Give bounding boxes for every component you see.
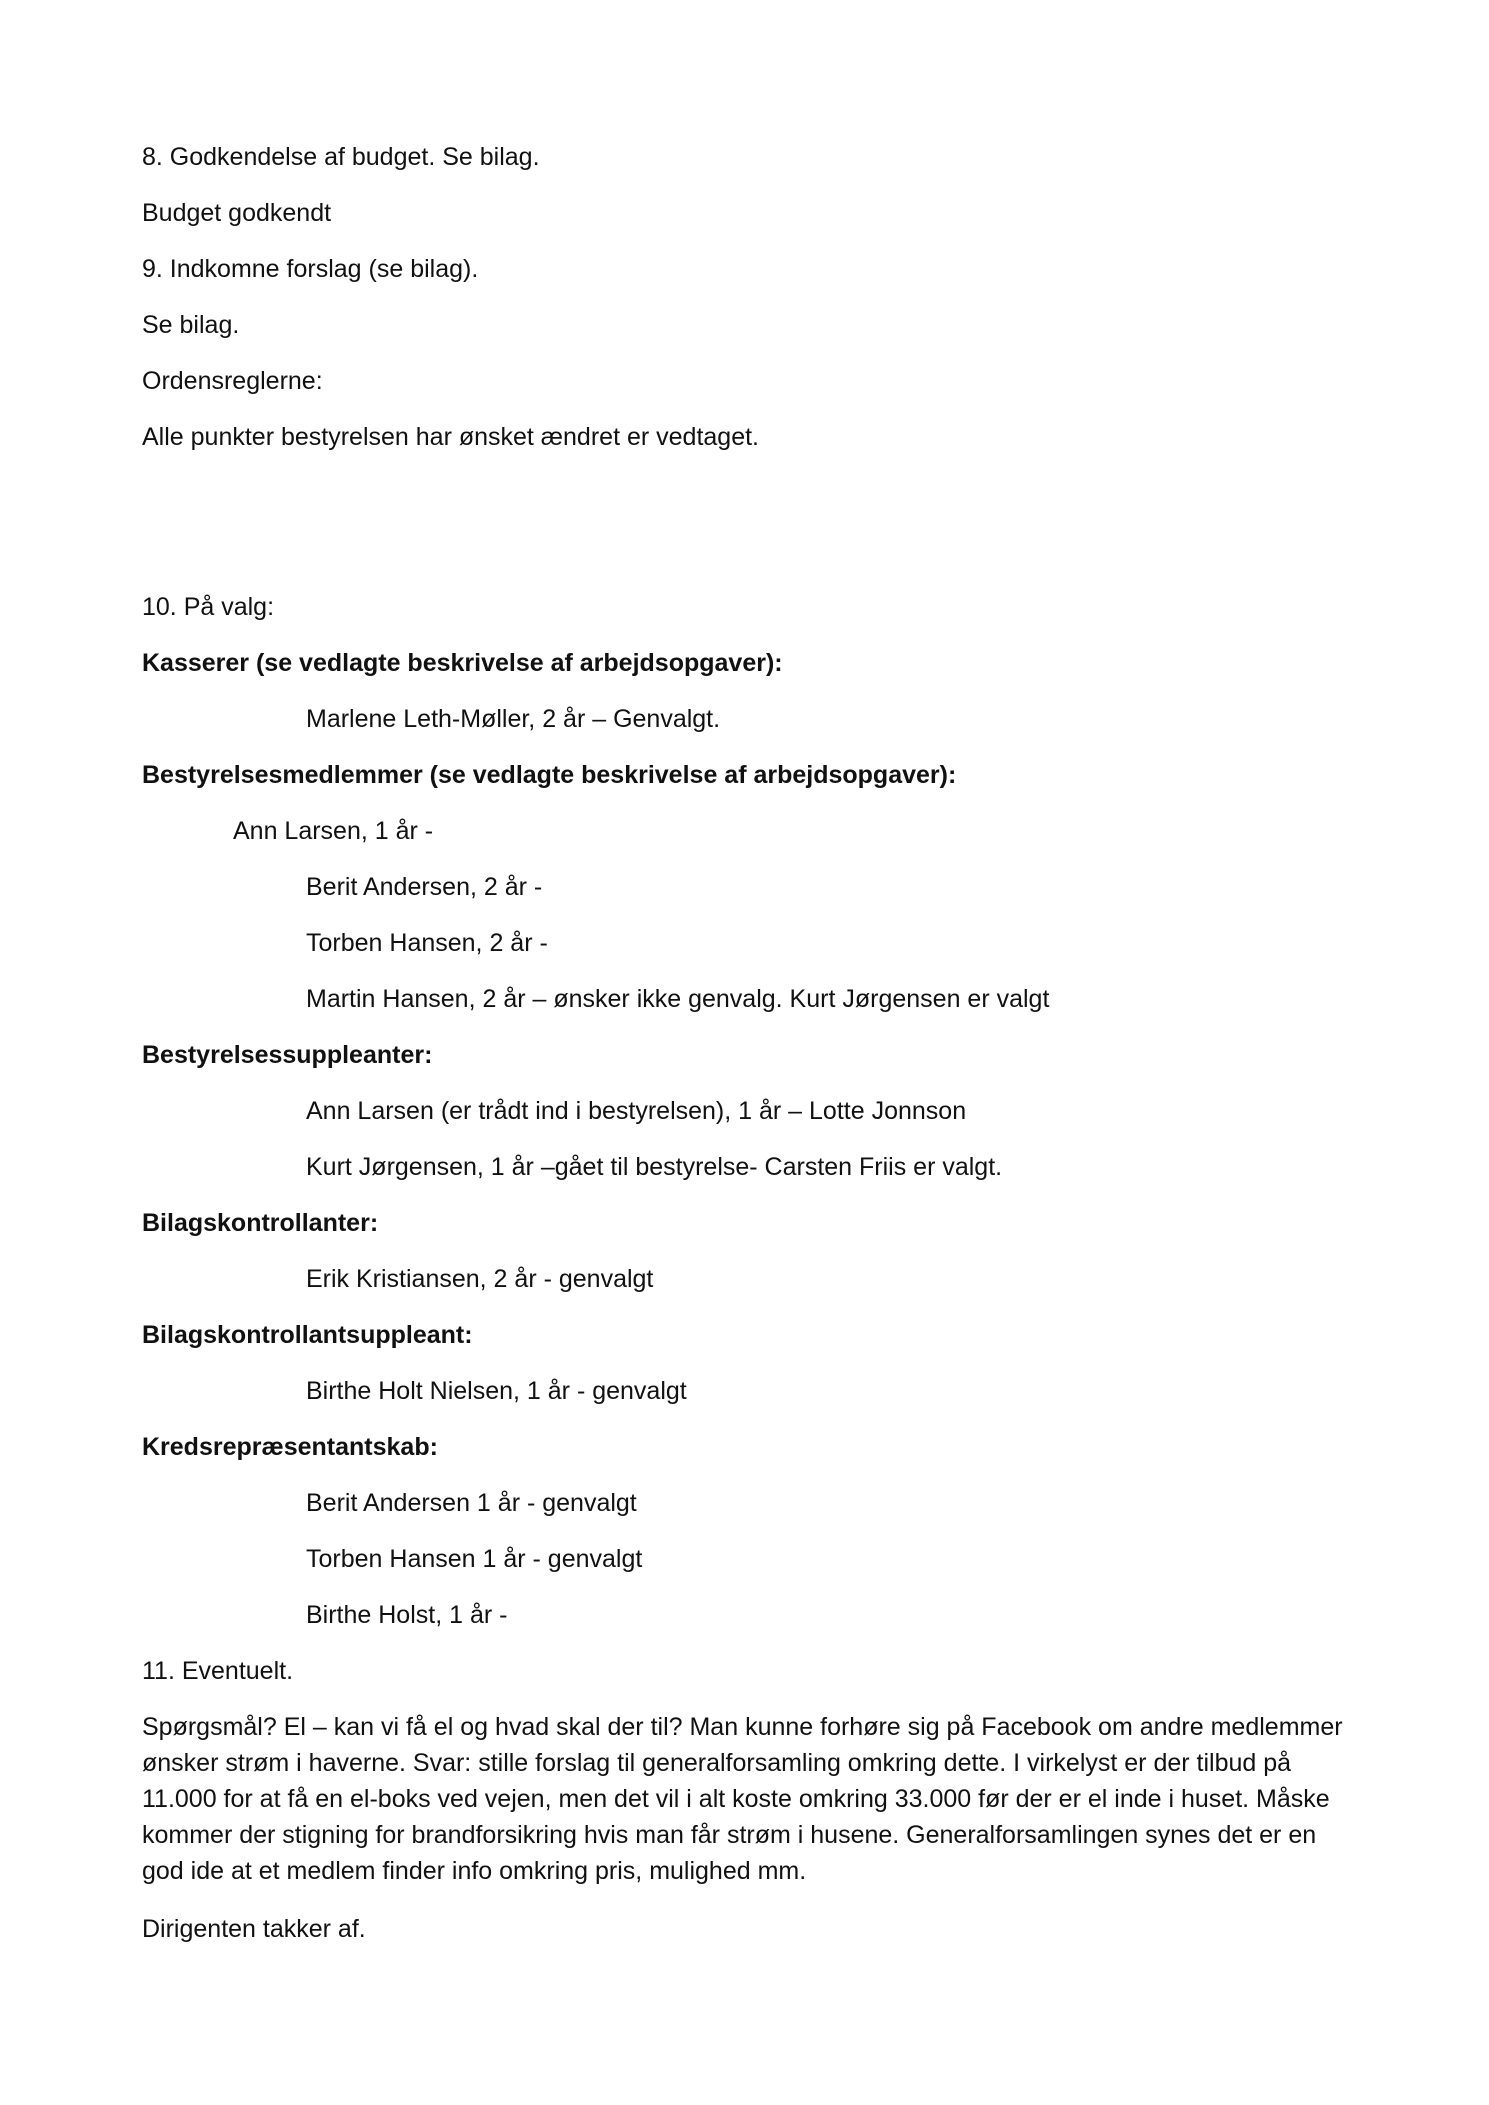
agenda-item-9: 9. Indkomne forslag (se bilag). [142, 255, 479, 283]
rules-result: Alle punkter bestyrelsen har ønsket ændret er vedtaget. [142, 423, 759, 451]
budget-result: Budget godkendt [142, 199, 332, 227]
election-entry: Martin Hansen, 2 år – ønsker ikke genvalg. Kurt Jørgensen er valgt [306, 985, 1050, 1013]
election-entry: Kurt Jørgensen, 1 år –gået til bestyrelse- Carsten Friis er valgt. [306, 1153, 1003, 1181]
election-entry: Birthe Holst, 1 år - [306, 1601, 508, 1629]
section-heading-board-members: Bestyrelsesmedlemmer (se vedlagte beskrivelse af arbejdsopgaver): [142, 761, 957, 789]
election-entry: Torben Hansen 1 år - genvalgt [306, 1545, 643, 1573]
agenda-item-10: 10. På valg: [142, 593, 275, 621]
eventuelt-paragraph: Spørgsmål? El – kan vi få el og hvad skal der til? Man kunne forhøre sig på Facebook om andre medlemmer ønsker strøm i haverne. Svar: stille forslag til generalforsamling omkring dette. I virkelyst er der tilbud på 11.000 for at få en el-boks ved vejen, men det vil i alt koste omkring 33.000 før der er el inde i huset. Måske kommer der stigning for brandforsikring hvis man får strøm i husene. Generalforsamlingen synes det er en god ide at et medlem finder info omkring pris, mulighed mm. [142, 1713, 1343, 1885]
section-heading-treasurer: Kasserer (se vedlagte beskrivelse af arbejdsopgaver): [142, 649, 783, 677]
section-heading-board-substitutes: Bestyrelsessuppleanter: [142, 1041, 433, 1069]
election-entry: Torben Hansen, 2 år - [306, 929, 548, 957]
closing-line: Dirigenten takker af. [142, 1915, 366, 1943]
agenda-item-8: 8. Godkendelse af budget. Se bilag. [142, 143, 540, 171]
election-entry: Ann Larsen, 1 år - [233, 817, 434, 845]
agenda-item-11: 11. Eventuelt. [142, 1657, 294, 1685]
election-entry: Marlene Leth-Møller, 2 år – Genvalgt. [306, 705, 721, 733]
election-entry: Berit Andersen, 2 år - [306, 873, 543, 901]
election-entry: Erik Kristiansen, 2 år - genvalgt [306, 1265, 654, 1293]
see-attachment: Se bilag. [142, 311, 240, 339]
election-entry: Berit Andersen 1 år - genvalgt [306, 1489, 637, 1517]
section-heading-auditor-substitute: Bilagskontrollantsuppleant: [142, 1321, 473, 1349]
section-heading-auditors: Bilagskontrollanter: [142, 1209, 379, 1237]
election-entry: Ann Larsen (er trådt ind i bestyrelsen), 1 år – Lotte Jonnson [306, 1097, 967, 1125]
rules-heading: Ordensreglerne: [142, 367, 323, 395]
election-entry: Birthe Holt Nielsen, 1 år - genvalgt [306, 1377, 687, 1405]
section-heading-district-representatives: Kredsrepræsentantskab: [142, 1433, 438, 1461]
